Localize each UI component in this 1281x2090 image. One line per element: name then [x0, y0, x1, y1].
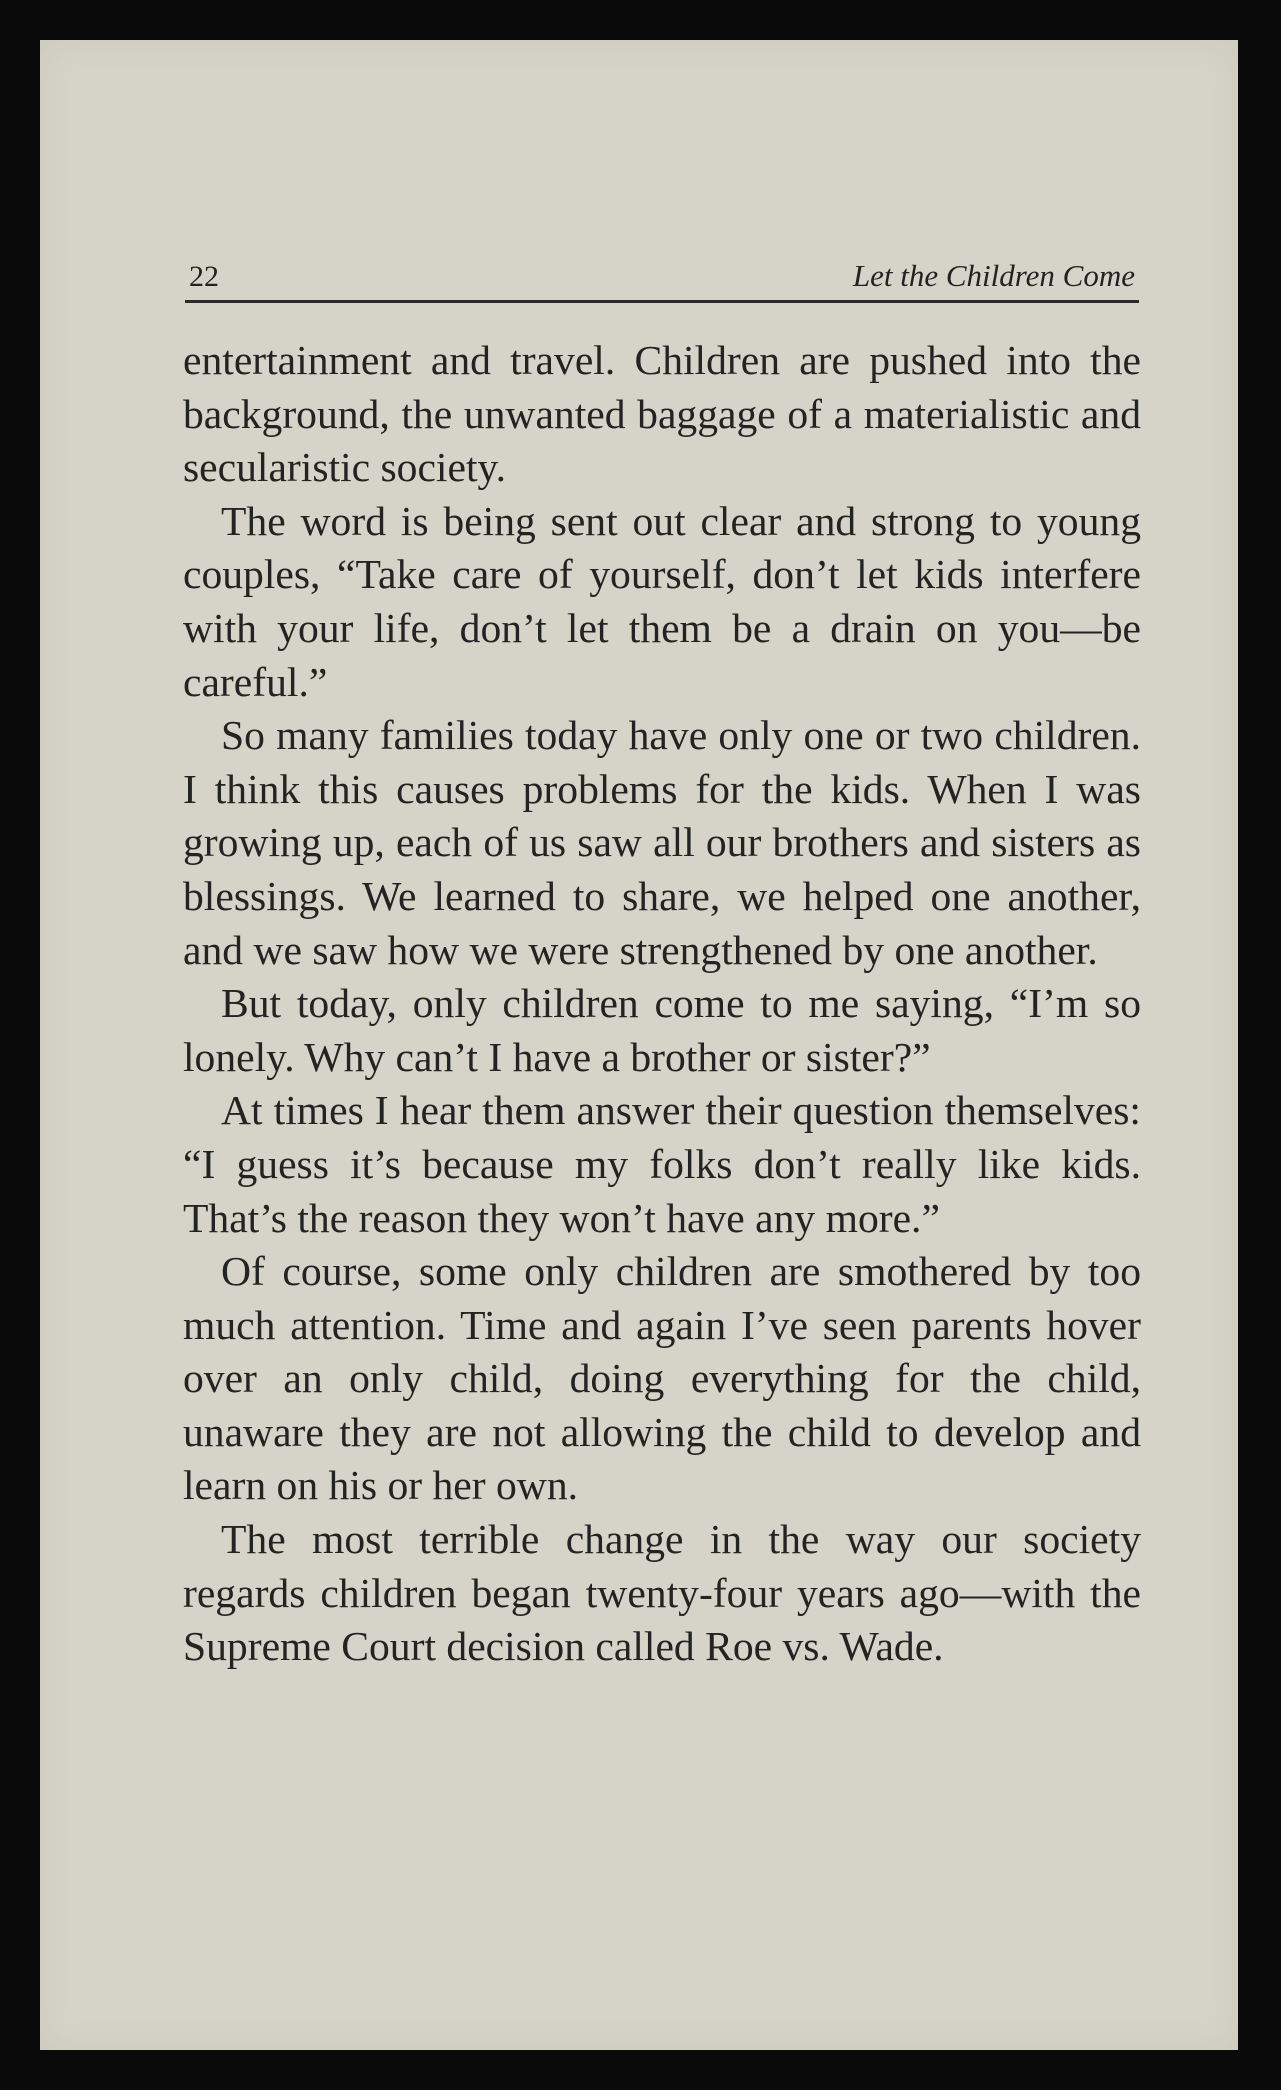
running-title: Let the Children Come: [852, 258, 1135, 293]
page-header: [185, 254, 1139, 303]
paragraph: The most terrible change in the way our society regards children began twenty-four years ago—with the Supreme Court decision called Roe vs. Wade.: [183, 1516, 1141, 1670]
paragraph: Of course, some only children are smothered by too much attention. Time and again I’ve seen parents hover over an only child, doing everything for the child, unaware they are not allowing the child to develop and learn on his or her own.: [183, 1248, 1141, 1509]
paragraph: entertainment and travel. Children are pushed into the background, the unwanted baggage of a materialistic and secularistic society.: [183, 337, 1141, 491]
paragraph: At times I hear them answer their question themselves: “I guess it’s because my folks don’t really like kids. That’s the reason they won’t have any more.”: [183, 1087, 1141, 1241]
paragraph: The word is being sent out clear and strong to young couples, “Take care of yourself, don’t let kids interfere with your life, don’t let them be a drain on you—be careful.”: [183, 497, 1141, 705]
paragraph: But today, only children come to me saying, “I’m so lonely. Why can’t I have a brother or sister?”: [183, 980, 1141, 1080]
paragraph: So many families today have only one or two children. I think this causes problems for the kids. When I was growing up, each of us saw all our brothers and sisters as blessings. We learned to share, we helped one another, and we saw how we were strengthened by one another.: [183, 712, 1141, 973]
page-number: 22: [189, 260, 219, 293]
body-text: [183, 334, 1141, 1674]
